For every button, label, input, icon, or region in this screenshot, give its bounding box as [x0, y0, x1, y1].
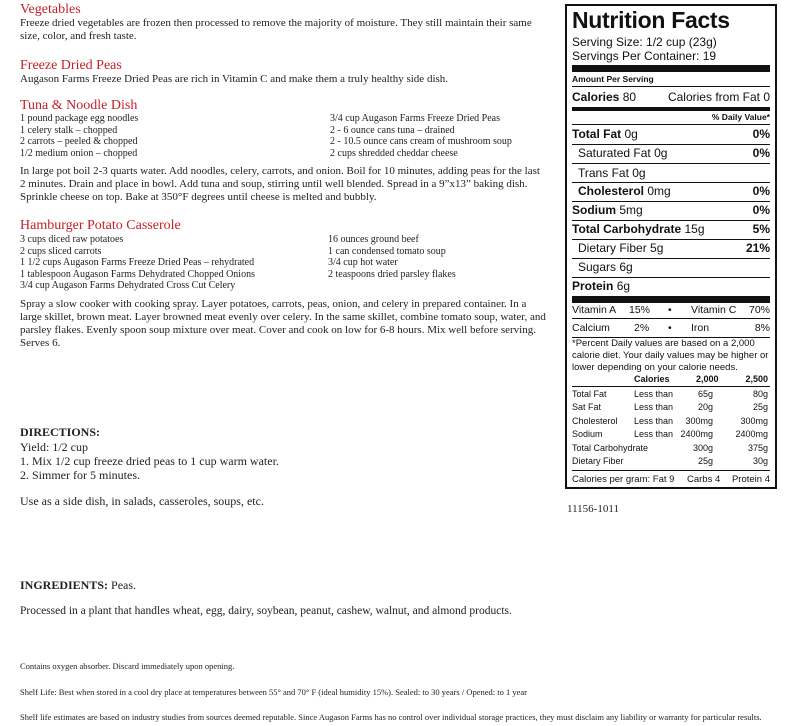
hamburger-ingredients-left [20, 234, 255, 292]
hamburger-title: Hamburger Potato Casserole [20, 218, 181, 233]
hamburger-ingredient: 1 can condensed tomato soup [328, 245, 446, 257]
hamburger-ingredient: 1 tablespoon Augason Farms Dehydrated Chopped Onions [20, 268, 255, 280]
directions-title: DIRECTIONS: [20, 425, 101, 439]
peas-text: Augason Farms Freeze Dried Peas are rich in Vitamin C and make them a truly healthy side dish. [20, 73, 449, 85]
oxygen-absorber-notice: Contains oxygen absorber. Discard immediately upon opening. [20, 661, 235, 671]
hamburger-instruction-line: parsley flakes. Evenly spoon soup mixture over meat. Cover and cook on low for 6-8 hours. Mix well before serving. [20, 324, 536, 336]
tuna-instruction-line: Sprinkle cheese on top. Bake at 350°F degrees until cheese is melted and bubbly. [20, 191, 377, 203]
tuna-ingredients-left [20, 113, 138, 159]
ingredients-line [20, 579, 136, 592]
serving-size: Serving Size: 1/2 cup (23g) [572, 35, 717, 49]
tuna-ingredient: 1 celery stalk – chopped [20, 124, 118, 136]
peas-title: Freeze Dried Peas [20, 58, 122, 73]
tuna-ingredient: 3/4 cup Augason Farms Freeze Dried Peas [330, 113, 500, 124]
hamburger-instruction-line: Spray a slow cooker with cooking spray. Layer potatoes, carrots, peas, onion, and celery in prepared container. In a [20, 298, 527, 310]
nutrition-facts-title: Nutrition Facts [572, 7, 730, 33]
directions-use: Use as a side dish, in salads, casseroles, soups, etc. [20, 494, 264, 508]
ingredients-value: Peas. [111, 578, 137, 592]
calories-label: Calories [572, 90, 620, 104]
tuna-ingredient: 2 carrots – peeled & chopped [20, 136, 138, 147]
vegetables-title: Vegetables [20, 2, 81, 17]
daily-value-footnote: *Percent Daily values are based on a 2,000 calorie diet. Your daily values may be higher or lower depending on your calorie needs. [572, 338, 769, 373]
divider [572, 220, 770, 221]
hamburger-instruction-line: Serves 6. [20, 337, 61, 349]
tuna-ingredient: 2 cups shredded cheddar cheese [330, 147, 458, 159]
divider [572, 144, 770, 145]
divider [572, 163, 770, 164]
vegetables-line-2: size, color, and fresh taste. [20, 30, 137, 42]
tuna-ingredient: 2 - 10.5 ounce cans cream of mushroom soup [330, 136, 512, 147]
directions-yield: Yield: 1/2 cup [20, 440, 88, 454]
hamburger-instruction-line: large skillet, brown meat. Layer browned meat evenly over celery. In the same skillet, combine tomato soup, water, and [20, 311, 546, 323]
servings-per-container: Servings Per Container: 19 [572, 49, 717, 63]
product-code: 11156-1011 [567, 503, 619, 515]
divider [572, 239, 770, 240]
ingredients-plant-notice: Processed in a plant that handles wheat, egg, dairy, soybean, peanut, cashew, walnut, and almond products. [20, 605, 512, 617]
hamburger-ingredient: 1 1/2 cups Augason Farms Freeze Dried Peas – rehydrated [20, 257, 255, 268]
divider [572, 258, 770, 259]
hamburger-ingredient: 2 cups sliced carrots [20, 245, 102, 257]
hamburger-ingredient: 3/4 cup Augason Farms Dehydrated Cross Cut Celery [20, 280, 236, 291]
divider [572, 124, 770, 125]
hamburger-ingredient: 16 ounces ground beef [328, 234, 419, 245]
tuna-ingredients-right [330, 113, 512, 159]
tuna-ingredient: 2 - 6 ounce cans tuna – drained [330, 124, 455, 136]
tuna-instructions [20, 165, 540, 204]
divider [572, 182, 770, 183]
nutrition-facts-label: Nutrition Facts Serving Size: 1/2 cup (23g) Servings Per Container: 19 Amount Per Serving Calories 80 Calories from Fat 0 % Daily Value* Total Fat 0g 0% Saturated Fat 0g 0% Trans Fat 0g Cholesterol 0mg 0% Sodium 5mg 0% Total Carbohydrate 15g 5% Dietary Fiber 5g 21% Sugars 6g Protein 6g Vitamin A 15% • Vitamin C 70% Calcium 2% • Iron 8% *Percent Daily values are based on a 2,000 calorie diet. Your daily values may be higher or lower depending on your calorie needs. Calories 2,000 2,500 Total Fat Less than 65g 80g Sat Fat Less than 20g 25g Cholesterol Less than 300mg 300mg Sodium Less than 2400mg 2400mg Total Carbohydrate 300g 375g Dietary Fiber 25g 30g Calories per gram: Fat 9 Carbs 4 Protein 4 [565, 4, 777, 489]
ingredients-label: INGREDIENTS: [20, 578, 109, 592]
shelf-life-disclaimer: Shelf life estimates are based on industry studies from sources deemed reputable. Since Augason Farms has no control over individual storage practices, they must disclaim any liability or warranty for particular results. [20, 712, 762, 722]
tuna-title: Tuna & Noodle Dish [20, 98, 138, 113]
divider [572, 470, 770, 471]
hamburger-ingredients-right [328, 234, 456, 280]
vegetables-line-1: Freeze dried vegetables are frozen then processed to remove the majority of moisture. They still maintain their same [20, 17, 532, 29]
hamburger-ingredient: 3 cups diced raw potatoes [20, 234, 124, 245]
calories-value: 80 [622, 90, 637, 104]
divider [572, 318, 770, 319]
thick-divider [572, 296, 770, 303]
calories-from-fat: Calories from Fat 0 [667, 90, 770, 104]
tuna-ingredient: 1/2 medium onion – chopped [20, 147, 138, 159]
medium-divider [572, 107, 770, 111]
divider [572, 277, 770, 278]
hamburger-instructions [20, 298, 546, 350]
tuna-instruction-line: In large pot boil 2-3 quarts water. Add noodles, celery, carrots, and onion. Boil for 10 minutes, adding peas for the last [20, 165, 540, 177]
hamburger-ingredient: 2 teaspoons dried parsley flakes [328, 268, 456, 280]
directions-step-2: 2. Simmer for 5 minutes. [20, 468, 140, 482]
divider [572, 201, 770, 202]
divider [572, 86, 770, 87]
shelf-life-notice: Shelf Life: Best when stored in a cool dry place at temperatures between 55° and 70° F (ideal humidity 15%). Sealed: to 30 years / Opened: to 1 year [20, 687, 527, 697]
tuna-instruction-line: 2 minutes. Drain and place in bowl. Add tuna and soup, stirring until well blended. Spread in a 9”x13” baking dish. [20, 178, 528, 190]
directions-step-1: 1. Mix 1/2 cup freeze dried peas to 1 cup warm water. [20, 454, 279, 468]
tuna-ingredient: 1 pound package egg noodles [20, 113, 139, 124]
thick-divider [572, 65, 770, 72]
bullet: • [668, 322, 672, 334]
hamburger-ingredient: 3/4 cup hot water [328, 257, 398, 268]
divider [572, 386, 770, 387]
bullet: • [668, 304, 672, 316]
